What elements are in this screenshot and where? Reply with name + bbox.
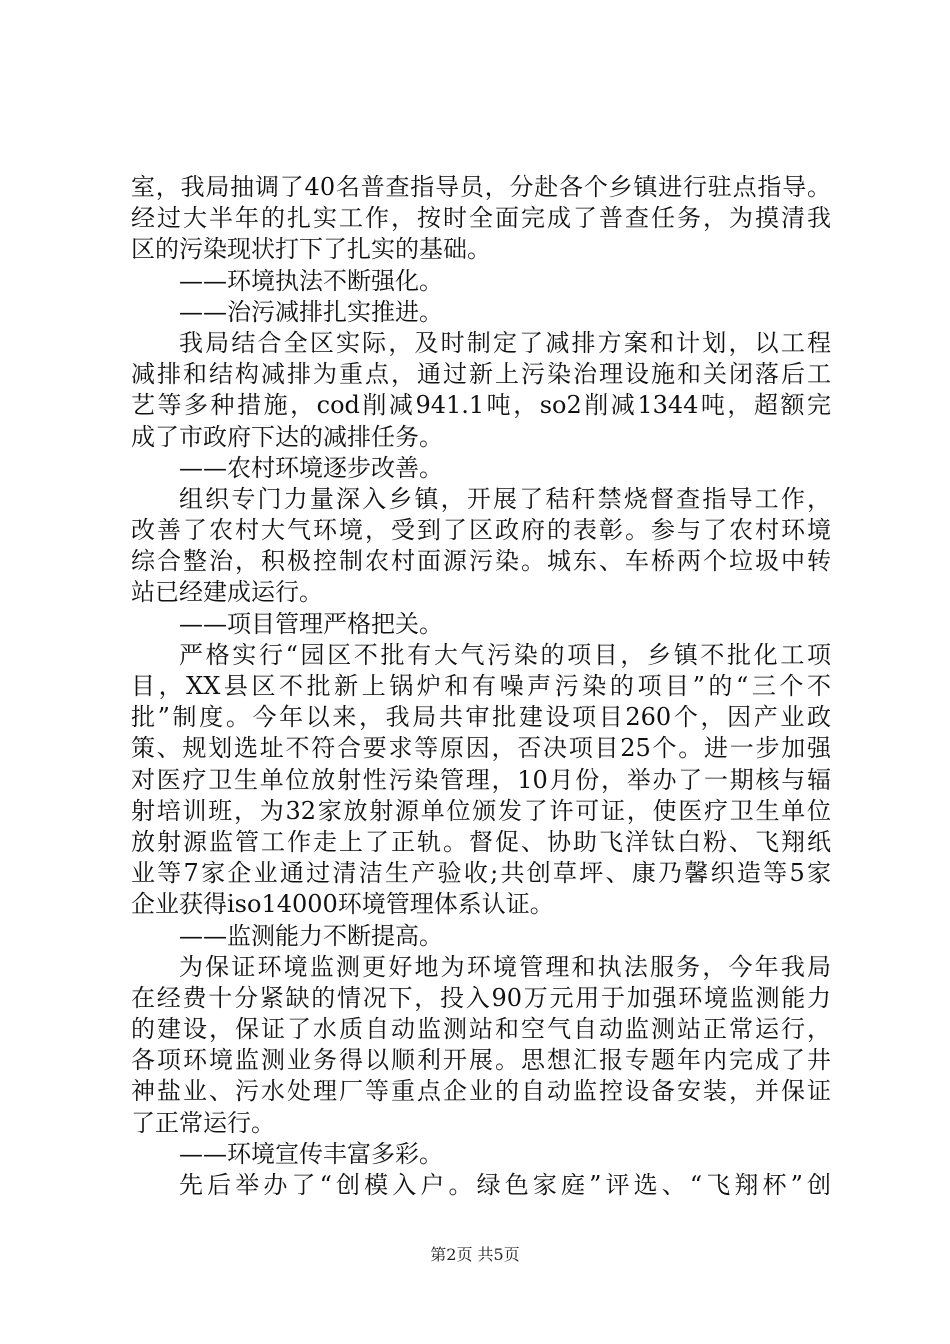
text-line: 业等7家企业通过清洁生产验收;共创草坪、康乃馨织造等5家	[131, 859, 831, 888]
text-line: ——监测能力不断提高。	[179, 921, 443, 950]
text-line: ——农村环境逐步改善。	[179, 453, 443, 482]
text-line: 室，我局抽调了40名普查指导员，分赴各个乡镇进行驻点指导。	[131, 173, 831, 201]
document-body	[131, 172, 831, 1201]
page-number-footer: 第2页 共5页	[430, 1245, 520, 1264]
text-line: 艺等多种措施，cod削减941.1吨，so2削减1344吨，超额完	[131, 391, 831, 420]
text-line: 射培训班，为32家放射源单位颁发了许可证，使医疗卫生单位	[131, 796, 831, 825]
text-line: 先后举办了“创模入户。绿色家庭”评选、“飞翔杯”创	[179, 1171, 831, 1199]
text-line: 的建设，保证了水质自动监测站和空气自动监测站正常运行，	[131, 1015, 831, 1044]
text-line: 综合整治，积极控制农村面源污染。城东、车桥两个垃圾中转	[131, 547, 831, 576]
text-line: 在经费十分紧缺的情况下，投入90万元用于加强环境监测能力	[131, 983, 831, 1012]
text-line: 组织专门力量深入乡镇，开展了秸秆禁烧督查指导工作，	[179, 484, 831, 513]
text-line: 严格实行“园区不批有大气污染的项目，乡镇不批化工项	[179, 640, 831, 669]
text-line: 批”制度。今年以来，我局共审批建设项目260个，因产业政	[131, 703, 831, 732]
text-line: 各项环境监测业务得以顺利开展。思想汇报专题年内完成了井	[131, 1046, 831, 1075]
text-line: 站已经建成运行。	[131, 578, 323, 607]
text-line: 放射源监管工作走上了正轨。督促、协助飞洋钛白粉、飞翔纸	[131, 827, 831, 856]
text-line: 策、规划选址不符合要求等原因，否决项目25个。进一步加强	[131, 734, 831, 763]
text-line: 对医疗卫生单位放射性污染管理，10月份，举办了一期核与辐	[131, 765, 831, 794]
text-line: 神盐业、污水处理厂等重点企业的自动监控设备安装，并保证	[131, 1077, 831, 1106]
text-line: 为保证环境监测更好地为环境管理和执法服务，今年我局	[179, 952, 831, 981]
text-line: 减排和结构减排为重点，通过新上污染治理设施和关闭落后工	[131, 360, 831, 389]
text-line: 了正常运行。	[131, 1108, 275, 1137]
text-line: ——项目管理严格把关。	[179, 609, 443, 638]
text-line: 区的污染现状打下了扎实的基础。	[131, 235, 491, 264]
text-line: ——环境宣传丰富多彩。	[179, 1139, 443, 1168]
text-line: ——治污减排扎实推进。	[179, 297, 443, 326]
text-line: 我局结合全区实际，及时制定了减排方案和计划，以工程	[179, 328, 831, 357]
text-line: 经过大半年的扎实工作，按时全面完成了普查任务，为摸清我	[131, 204, 831, 233]
text-line: 改善了农村大气环境，受到了区政府的表彰。参与了农村环境	[131, 516, 831, 545]
text-line: 企业获得iso14000环境管理体系认证。	[131, 890, 554, 919]
text-line: 目，XX县区不批新上锅炉和有噪声污染的项目”的“三个不	[131, 672, 831, 700]
text-line: ——环境执法不断强化。	[179, 266, 443, 295]
text-line: 成了市政府下达的减排任务。	[131, 422, 443, 451]
